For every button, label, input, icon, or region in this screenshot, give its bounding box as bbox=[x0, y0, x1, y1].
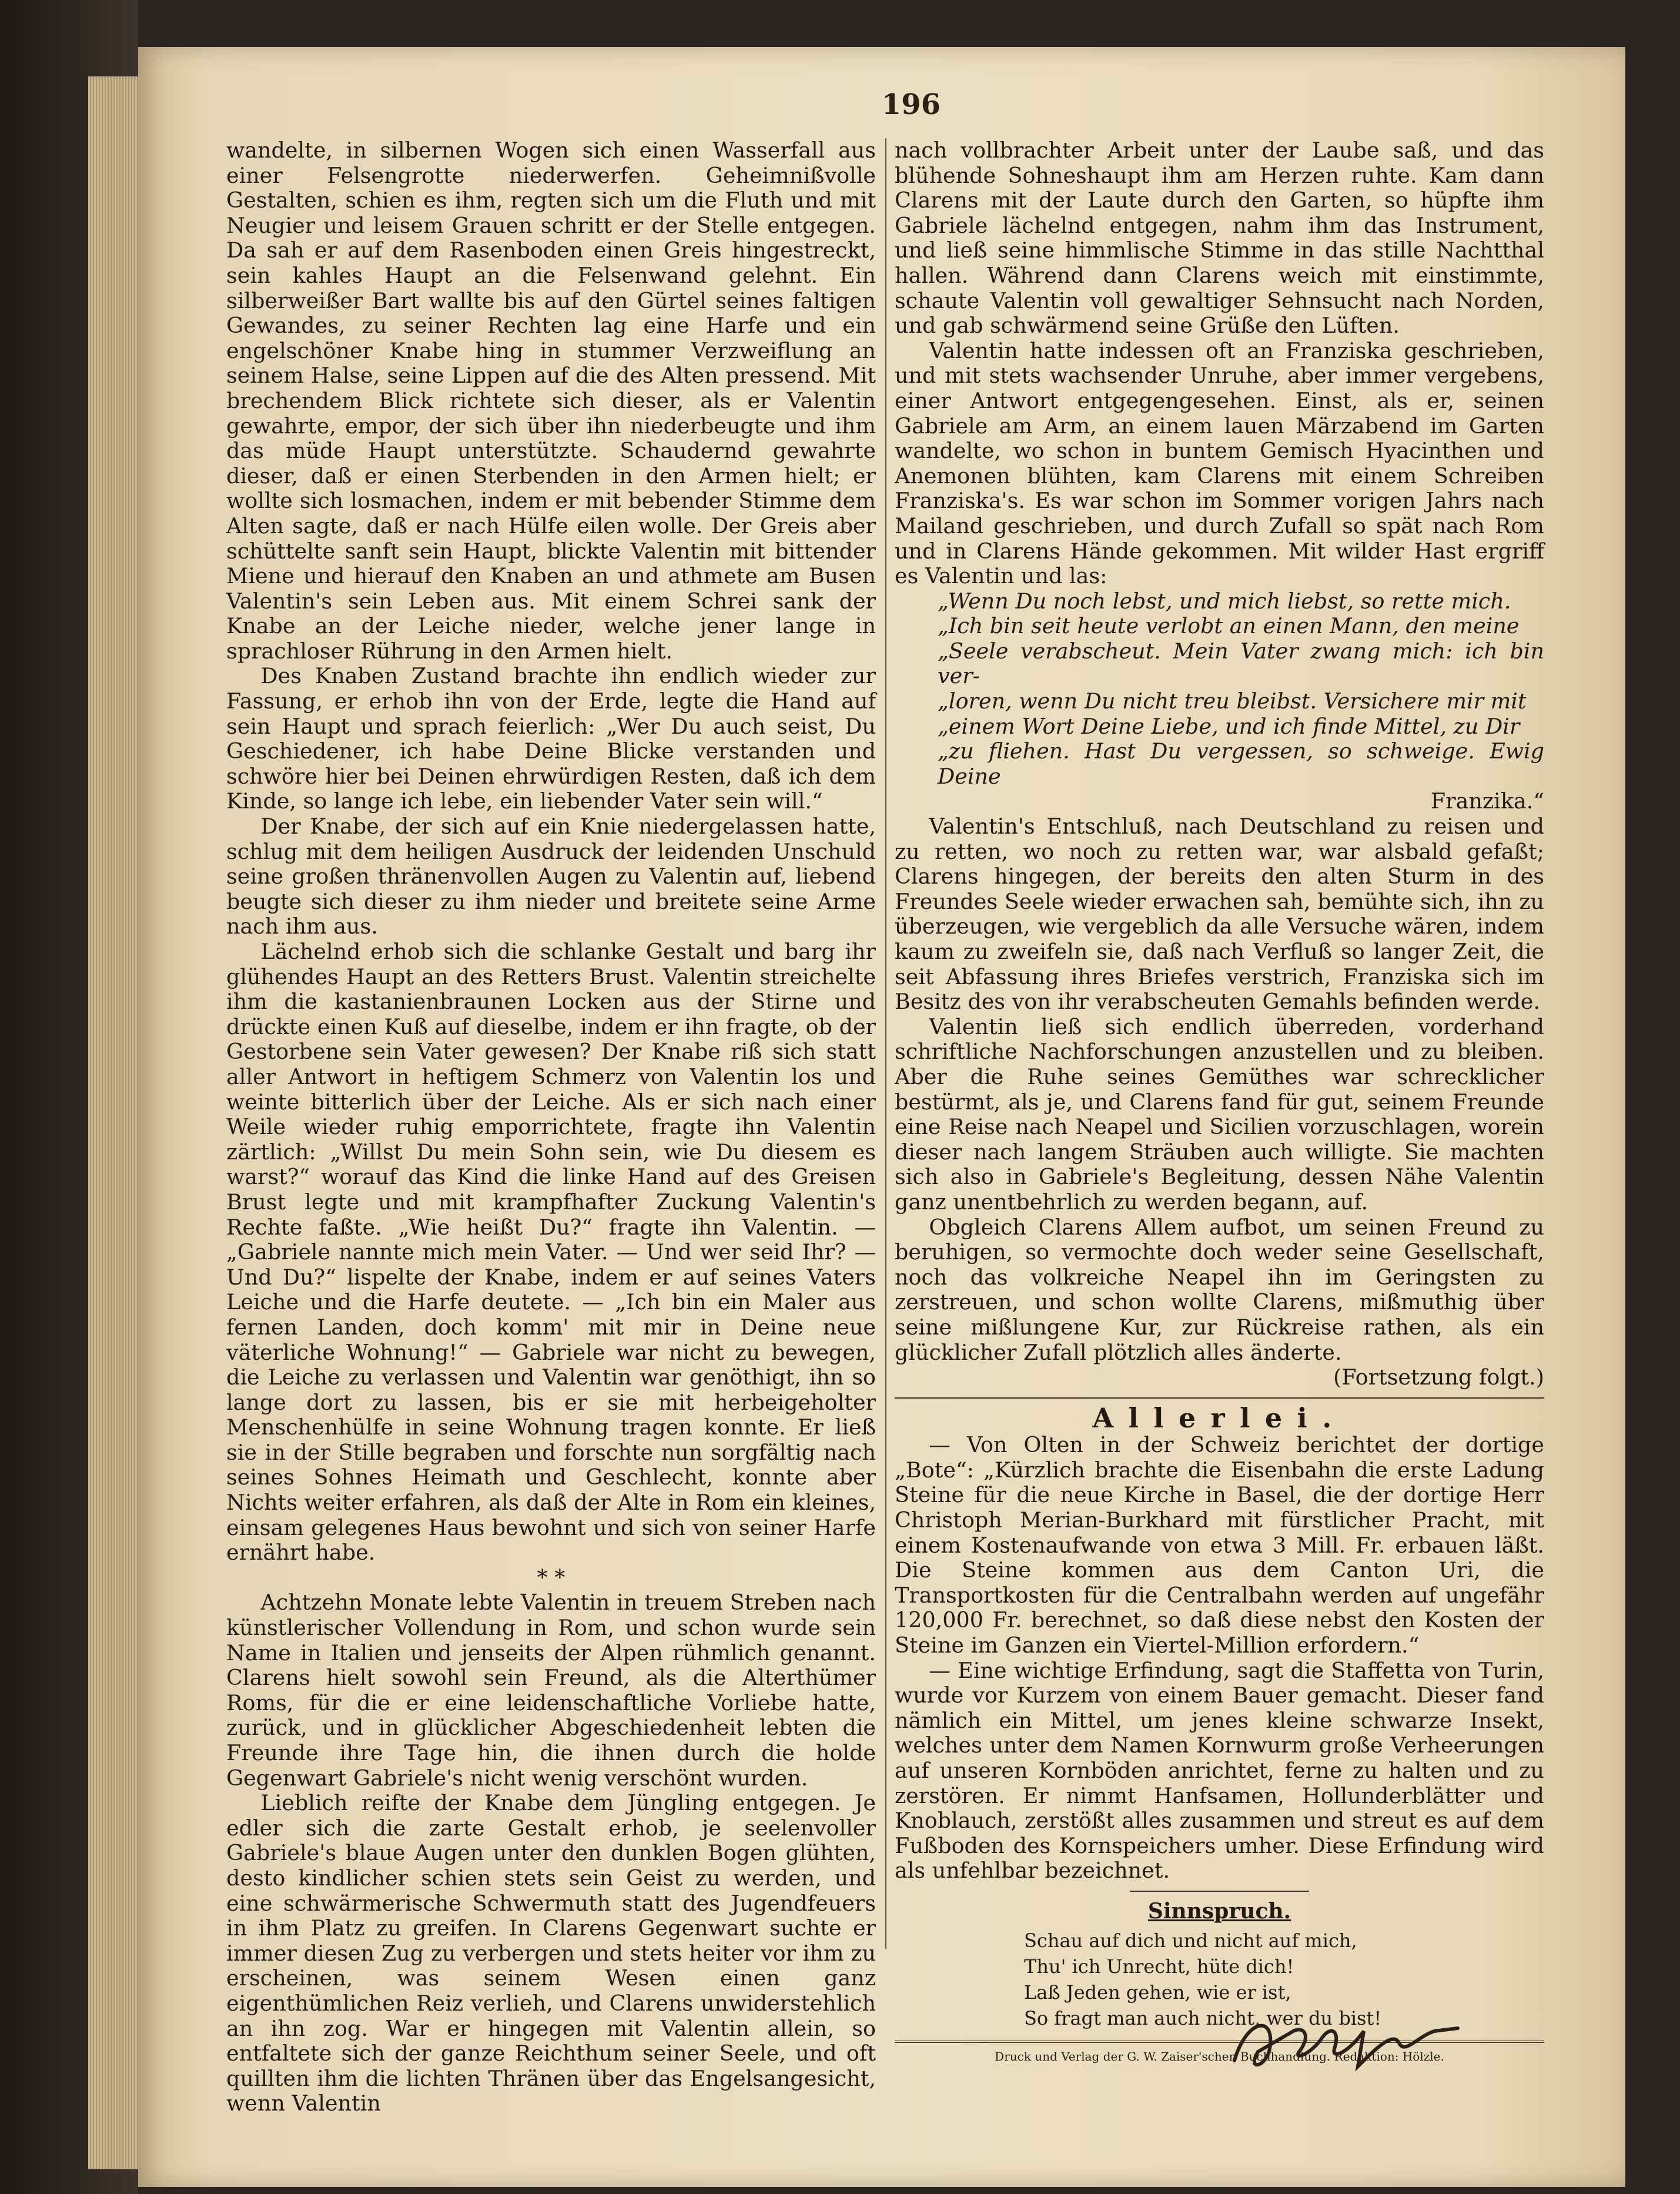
right-column bbox=[895, 138, 1544, 2065]
letter-line: „zu fliehen. Hast Du vergessen, so schweige. Ewig Deine bbox=[938, 738, 1544, 789]
news-item: — Eine wichtige Erfindung, sagt die Staffetta von Turin, wurde vor Kurzem von einem Bauer gemacht. Dieser fand nämlich ein Mittel, um jenes kleine schwarze Insekt, welches unter dem Namen Kornwurm große Verheerungen auf unseren Kornböden anrichtet, ferne zu halten und zu zerstören. Er nimmt Hanfsamen, Hollunderblätter und Knoblauch, zerstößt alles zusammen und streut es auf dem Fußboden des Kornspeichers umher. Diese Erfindung wird als unfehlbar bezeichnet. bbox=[895, 1657, 1544, 1884]
handwritten-signature-icon bbox=[1223, 1996, 1470, 2084]
letter-line: „Seele verabscheut. Mein Vater zwang mich: ich bin ver- bbox=[938, 638, 1544, 689]
letter-line: „einem Wort Deine Liebe, und ich finde Mittel, zu Dir bbox=[938, 713, 1520, 739]
paragraph: Valentin ließ sich endlich überreden, vorderhand schriftliche Nachforschungen anzustellen und zu bleiben. Aber die Ruhe seines Gemüthes war schrecklicher bestürmt, als je, und Clarens fand für gut, seinem Freunde eine Reise nach Neapel und Sicilien vorzuschlagen, worein dieser nach langem Sträuben auch willigte. Sie machten sich also in Gabriele's Begleitung, dessen Nähe Valentin ganz unentbehrlich zu werden begann, auf. bbox=[895, 1014, 1544, 1215]
paragraph: Valentin's Entschluß, nach Deutschland zu reisen und zu retten, wo noch zu retten war, war alsbald gefaßt; Clarens hingegen, der bereits den alten Sturm in des Freundes Seele wieder erwachen sah, bemühte sich, ihn zu überzeugen, wie vergeblich da alle Versuche wären, indem kaum zu zweifeln sie, daß nach Verfluß so langer Zeit, die seit Abfassung ihres Briefes verstrich, Franziska sich im Besitz des von ihr verabscheuten Gemahls befinden werde. bbox=[895, 814, 1544, 1015]
page-number: 196 bbox=[881, 88, 941, 121]
paragraph: Valentin hatte indessen oft an Franziska geschrieben, und mit stets wachsender Unruhe, aber immer vergebens, einer Antwort entgegengesehen. Einst, als er, seinen Gabriele am Arm, an einem lauen Märzabend im Garten wandelte, wo schon in buntem Gemisch Hyacinthen und Anemonen blühten, kam Clarens mit einem Schreiben Franziska's. Es war schon im Sommer vorigen Jahrs nach Mailand geschrieben, und durch Zufall so spät nach Rom und in Clarens Hände gekommen. Mit wilder Hast ergriff es Valentin und las: bbox=[895, 337, 1544, 589]
paragraph: wandelte, in silbernen Wogen sich einen Wasserfall aus einer Felsengrotte niederwerfen. Geheimnißvolle Gestalten, schien es ihm, regten sich um die Fluth und mit Neugier und leisem Grauen schritt er der Stelle entgegen. Da sah er auf dem Rasenboden einen Greis hingestreckt, sein kahles Haupt an die Felsenwand gelehnt. Ein silberweißer Bart wallte bis auf den Gürtel seines faltigen Gewandes, zu seiner Rechten lag eine Harfe und ein engelschöner Knabe hing in stummer Verzweiflung an seinem Halse, seine Lippen auf die des Alten pressend. Mit brechendem Blick richtete sich dieser, als er Valentin gewahrte, empor, der sich über ihn niederbeugte und ihm das müde Haupt unterstützte. Schaudernd gewahrte dieser, daß er einen Sterbenden in den Armen hielt; er wollte sich losmachen, indem er mit bebender Stimme dem Alten sagte, daß er nach Hülfe eilen wolle. Der Greis aber schüttelte sanft sein Haupt, blickte Valentin mit bittender Miene und hierauf den Knaben an und athmete am Busen Valentin's sein Leben aus. Mit einem Schrei sank der Knabe an der Leiche nieder, welche jener lange in sprachloser Rührung in den Armen hielt. bbox=[226, 138, 876, 664]
paragraph: Des Knaben Zustand brachte ihn endlich wieder zur Fassung, er erhob ihn von der Erde, legte die Hand auf sein Haupt und sprach feierlich: „Wer Du auch seist, Du Geschiedener, ich habe Deine Blicke verstanden und schwöre hier bei Deinen ehrwürdigen Resten, daß ich dem Kinde, so lange ich lebe, ein liebender Vater sein will.“ bbox=[226, 663, 876, 814]
poem-line: So fragt man auch nicht, wer du bist! bbox=[1024, 2006, 1382, 2029]
paragraph: Der Knabe, der sich auf ein Knie niedergelassen hatte, schlug mit dem heiligen Ausdruck der leidenden Unschuld seine großen thränenvollen Augen zu Valentin auf, liebend beugte sich dieser zu ihm nieder und breitete seine Arme nach ihm aus. bbox=[226, 814, 876, 939]
letter-line: „Wenn Du noch lebst, und mich liebst, so rette mich. bbox=[938, 588, 1511, 614]
poem-title: Sinnspruch. bbox=[1147, 1898, 1291, 1924]
divider bbox=[1130, 1891, 1309, 1892]
imprint: Druck und Verlag der G. W. Zaiser'schen Buchhandlung. Redaktion: Hölzle. bbox=[995, 2049, 1444, 2063]
letter-line: „loren, wenn Du nicht treu bleibst. Versichere mir mit bbox=[938, 688, 1527, 714]
paragraph: Lieblich reifte der Knabe dem Jüngling entgegen. Je edler sich die zarte Gestalt erhob, je seelenvoller Gabriele's blaue Augen unter den dunklen Bogen glühten, desto kindlicher schien stets sein Geist zu werden, und eine schwärmerische Schwermuth statt des Jugendfeuers in ihm Platz zu greifen. In Clarens Gegenwart suchte er immer diesen Zug zu verbergen und stets heiter vor ihm zu erscheinen, was seinem Wesen einen ganz eigenthümlichen Reiz verlieh, und Clarens unwiderstehlich an ihn zog. War er hingegen mit Valentin allein, so entfaltete sich der ganze Reichthum seiner Seele, und oft quillten ihm die lichten Thränen über das Engelsangesicht, wenn Valentin bbox=[226, 1790, 876, 2116]
paragraph: nach vollbrachter Arbeit unter der Laube saß, und das blühende Sohneshaupt ihm am Herzen ruhte. Kam dann Clarens mit der Laute durch den Garten, so hüpfte ihm Gabriele lächelnd entgegen, nahm ihm das Instrument, und ließ seine himmlische Stimme in das stille Nachtthal hallen. Während dann Clarens weich mit einstimmte, schaute Valentin voll gewaltiger Sehnsucht nach Norden, und gab schwärmend seine Grüße den Lüften. bbox=[895, 138, 1544, 339]
news-item: — Von Olten in der Schweiz berichtet der dortige „Bote“: „Kürzlich brachte die Eisenbahn die erste Ladung Steine für die neue Kirche in Basel, die der dortige Herr Christoph Merian-Burkhard mit fürstlicher Pracht, mit einem Kostenaufwande von etwa 3 Mill. Fr. erbauen läßt. Die Steine kommen aus dem Canton Uri, die Transportkosten für die Centralbahn werden auf ungefähr 120,000 Fr. berechnet, so daß diese nebst den Kosten der Steine im Ganzen ein Viertel-Million erfordern.“ bbox=[895, 1432, 1544, 1658]
continuation-note: (Fortsetzung folgt.) bbox=[1333, 1364, 1544, 1390]
left-column bbox=[226, 138, 876, 2116]
divider bbox=[895, 1397, 1544, 1399]
quoted-letter bbox=[895, 589, 1544, 814]
paragraph: Achtzehn Monate lebte Valentin in treuem Streben nach künstlerischer Vollendung in Rom, und schon wurde sein Name in Italien und jenseits der Alpen rühmlich genannt. Clarens hielt sowohl sein Freund, als die Alterthümer Roms, für die er eine leidenschaftliche Vorliebe hatte, zurück, und in glücklicher Abgeschiedenheit lebten die Freunde ihre Tage hin, die ihnen durch die holde Gegenwart Gabriele's nicht wenig verschönt wurden. bbox=[226, 1590, 876, 1791]
poem-line: Laß Jeden gehen, wie er ist, bbox=[1024, 1981, 1291, 2004]
section-heading: Allerlei. bbox=[1092, 1402, 1347, 1434]
column-divider bbox=[885, 138, 886, 1949]
paragraph: Lächelnd erhob sich die schlanke Gestalt und barg ihr glühendes Haupt an des Retters Brust. Valentin streichelte ihm die kastanienbraunen Locken aus der Stirne und drückte einen Kuß auf dieselbe, indem er ihn fragte, ob der Gestorbene sein Vater gewesen? Der Knabe riß sich statt aller Antwort in heftigem Schmerz von Valentin los und weinte bitterlich über der Leiche. Als er sich nach einer Weile wieder ruhig emporrichtete, fragte ihn Valentin zärtlich: „Willst Du mein Sohn sein, wie Du diesem es warst?“ worauf das Kind die linke Hand auf des Greisen Brust legte und mit krampfhafter Zuckung Valentin's Rechte faßte. „Wie heißt Du?“ fragte ihn Valentin. — „Gabriele nannte mich mein Vater. — Und wer seid Ihr? — Und Du?“ lispelte der Knabe, indem er auf seines Vaters Leiche und die Harfe deutete. — „Ich bin ein Maler aus fernen Landen, doch komm' mit mir in Deine neue väterliche Wohnung!“ — Gabriele war nicht zu bewegen, die Leiche zu verlassen und Valentin war genöthigt, ihn so lange dort zu lassen, bis er sie mit herbeigeholter Menschenhülfe in seine Wohnung tragen konnte. Er ließ sie in der Stille begraben und forschte nun sorgfältig nach seines Sohnes Heimath und Geschlecht, konnte aber Nichts weiter erfahren, als daß der Alte in Rom ein kleines, einsam gelegenes Haus bewohnt und sich von seiner Harfe ernährt habe. bbox=[226, 939, 876, 1566]
letter-signature: Franzika.“ bbox=[1430, 788, 1544, 814]
paragraph: Obgleich Clarens Allem aufbot, um seinen Freund zu beruhigen, so vermochte doch weder seine Gesellschaft, noch das volkreiche Neapel ihn im Geringsten zu zerstreuen, und schon wollte Clarens, mißmuthig über seine mißlungene Kur, zur Rückreise rathen, als ein glücklicher Zufall plötzlich alles änderte. bbox=[895, 1214, 1544, 1365]
poem-line: Schau auf dich und nicht auf mich, bbox=[1024, 1929, 1357, 1952]
letter-line: „Ich bin seit heute verlobt an einen Mann, den meine bbox=[938, 613, 1520, 639]
section-break: * * bbox=[537, 1564, 565, 1590]
poem-line: Thu' ich Unrecht, hüte dich! bbox=[1024, 1955, 1294, 1978]
